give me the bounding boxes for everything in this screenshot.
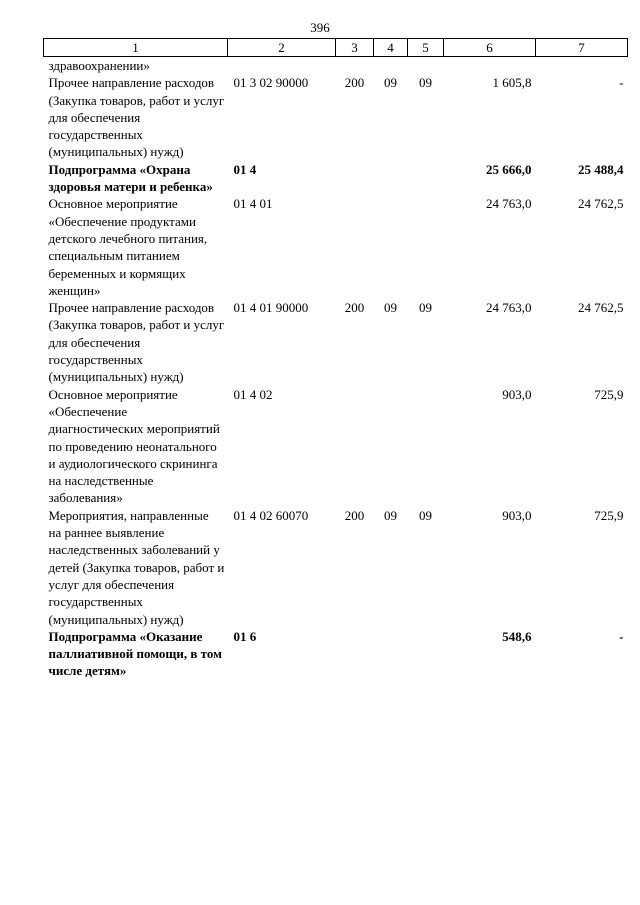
table-row [44,74,628,160]
cell-expense-type: 200 [344,300,365,316]
cell-name: Прочее направление расходов (Закупка товаров, работ и услуг для обеспечения государственных (муниципальных) нужд) [48,75,225,160]
column-header-6: 6 [444,39,536,57]
cell-name: Основное мероприятие «Обеспечение продуктами детского лечебного питания, специальным питанием беременных и кормящих женщин» [48,196,208,298]
column-header-2: 2 [228,39,336,57]
cell-expense-type [336,57,374,75]
cell-amount-6 [444,57,536,75]
cell-name: здравоохранении» [48,58,150,73]
cell-name: Мероприятия, направленные на раннее выявление наследственных заболеваний у детей (Закупка товаров, работ и услуг для обеспечения государственных (муниципальных) нужд) [48,507,225,627]
cell-code: 01 4 02 [233,386,273,402]
cell-code: 01 4 [233,161,257,177]
cell-section: 09 [384,300,397,316]
cell-section [374,628,408,680]
cell-amount-7: 24 762,5 [578,196,624,212]
column-header-3: 3 [336,39,374,57]
column-header-5: 5 [408,39,444,57]
cell-amount-6: 1 605,8 [492,75,532,91]
cell-amount-6: 24 763,0 [486,196,532,212]
cell-subsection [408,57,444,75]
cell-subsection [408,386,444,507]
cell-code: 01 3 02 90000 [233,75,309,91]
cell-code [228,57,336,75]
cell-section [374,386,408,507]
cell-section [374,57,408,75]
cell-section [374,161,408,196]
budget-table [43,38,628,680]
cell-subsection [408,161,444,196]
cell-section [374,195,408,299]
cell-amount-6: 903,0 [502,507,532,523]
cell-expense-type: 200 [344,75,365,91]
cell-expense-type [336,386,374,507]
cell-amount-6: 548,6 [502,628,532,644]
cell-amount-7: 25 488,4 [578,161,624,177]
cell-amount-7: 24 762,5 [578,300,624,316]
column-header-7: 7 [536,39,628,57]
cell-amount-6: 24 763,0 [486,300,532,316]
cell-name: Прочее направление расходов (Закупка товаров, работ и услуг для обеспечения государственных (муниципальных) нужд) [48,300,225,385]
cell-amount-7 [536,57,628,75]
column-header-4: 4 [374,39,408,57]
cell-expense-type [336,161,374,196]
table-row [44,628,628,680]
cell-amount-7: 725,9 [594,507,624,523]
cell-code: 01 4 02 60070 [233,507,309,523]
table-row [44,507,628,628]
table-row [44,299,628,385]
column-header-1: 1 [44,39,228,57]
cell-amount-7: - [619,628,624,644]
cell-subsection: 09 [419,507,432,523]
cell-name: Основное мероприятие «Обеспечение диагностических мероприятий по проведению неонатального и аудиологического скрининга на наследственные заболевания» [48,386,220,506]
cell-section: 09 [384,75,397,91]
cell-expense-type [336,628,374,680]
cell-amount-6: 903,0 [502,386,532,402]
column-header-row [44,39,628,57]
cell-expense-type: 200 [344,507,365,523]
table-row [44,195,628,299]
cell-code: 01 6 [233,628,257,644]
cell-name: Подпрограмма «Оказание паллиативной помощи, в том числе детям» [48,628,222,679]
cell-subsection: 09 [419,300,432,316]
cell-section: 09 [384,507,397,523]
cell-code: 01 4 01 [233,196,273,212]
table-row [44,386,628,507]
cell-expense-type [336,195,374,299]
cell-amount-7: - [619,75,624,91]
table-row [44,161,628,196]
cell-subsection: 09 [419,75,432,91]
cell-name: Подпрограмма «Охрана здоровья матери и ребенка» [48,161,213,195]
cell-subsection [408,628,444,680]
cell-amount-7: 725,9 [594,386,624,402]
cell-amount-6: 25 666,0 [486,161,532,177]
table-row [44,57,628,75]
cell-code: 01 4 01 90000 [233,300,309,316]
cell-subsection [408,195,444,299]
page-number: 396 [310,20,330,35]
